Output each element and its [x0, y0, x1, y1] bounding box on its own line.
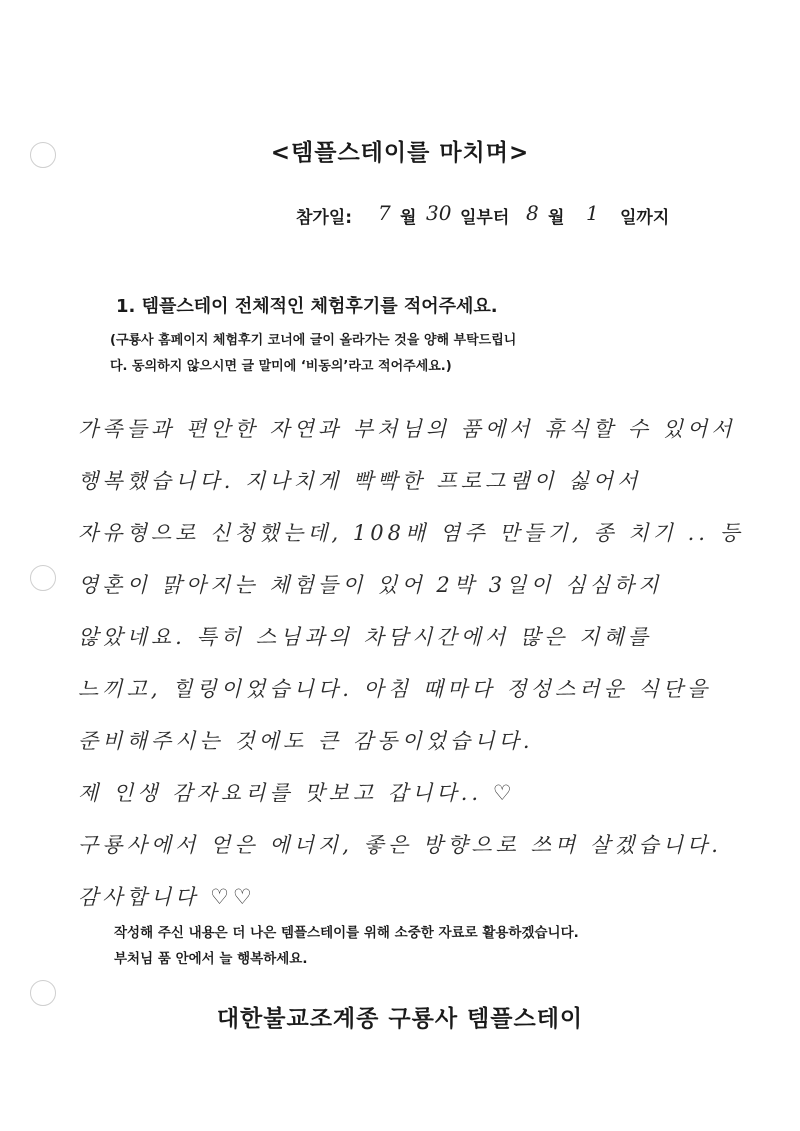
- review-line: 영혼이 맑아지는 체험들이 있어 2박 3일이 심심하지: [78, 573, 663, 597]
- organization-name: 대한불교조계종 구룡사 템플스테이: [216, 1006, 584, 1032]
- footer-line: 작성해 주신 내용은 더 나은 템플스테이를 위해 소중한 자료로 활용하겠습니다.: [114, 925, 579, 941]
- review-line: 제 인생 감자요리를 맛보고 갑니다.. ♡: [78, 781, 516, 805]
- review-line: 느끼고, 힐링이었습니다. 아침 때마다 정성스러운 식단을: [78, 677, 712, 701]
- start-day: 30: [426, 201, 452, 225]
- from-text: 일부터: [460, 208, 510, 228]
- consent-note: [110, 328, 710, 380]
- review-line: 자유형으로 신청했는데, 108배 염주 만들기, 종 치기 .. 등: [78, 521, 744, 545]
- start-month-unit: 월: [400, 208, 417, 228]
- until-text: 일까지: [620, 208, 670, 228]
- handwritten-review: [78, 403, 768, 923]
- closing-message: [114, 920, 714, 972]
- question-heading: 1. 템플스테이 전체적인 체험후기를 적어주세요.: [116, 296, 498, 317]
- footer-line: 부처님 품 안에서 늘 행복하세요.: [114, 951, 308, 967]
- period-label: 참가일:: [296, 208, 353, 228]
- review-line: 준비해주시는 것에도 큰 감동이었습니다.: [78, 729, 534, 753]
- review-line: 감사합니다 ♡♡: [78, 885, 256, 909]
- punch-hole-middle: [30, 565, 56, 591]
- review-line: 않았네요. 특히 스님과의 차담시간에서 많은 지혜를: [78, 625, 653, 649]
- end-month-unit: 월: [548, 208, 565, 228]
- review-line: 구룡사에서 얻은 에너지, 좋은 방향으로 쓰며 살겠습니다.: [78, 833, 722, 857]
- note-line: 다. 동의하지 않으시면 글 말미에 ‘비동의’라고 적어주세요.): [110, 359, 452, 374]
- review-line: 가족들과 편안한 자연과 부처님의 품에서 휴식할 수 있어서: [78, 417, 736, 441]
- start-month: 7: [378, 201, 391, 225]
- end-month: 8: [526, 201, 539, 225]
- review-line: 행복했습니다. 지나치게 빡빡한 프로그램이 싫어서: [78, 469, 642, 493]
- note-line: (구룡사 홈페이지 체험후기 코너에 글이 올라가는 것을 양해 부탁드립니: [110, 333, 517, 348]
- end-day: 1: [586, 201, 599, 225]
- participation-period: [296, 203, 776, 233]
- page-title: <템플스테이를 마치며>: [270, 140, 530, 166]
